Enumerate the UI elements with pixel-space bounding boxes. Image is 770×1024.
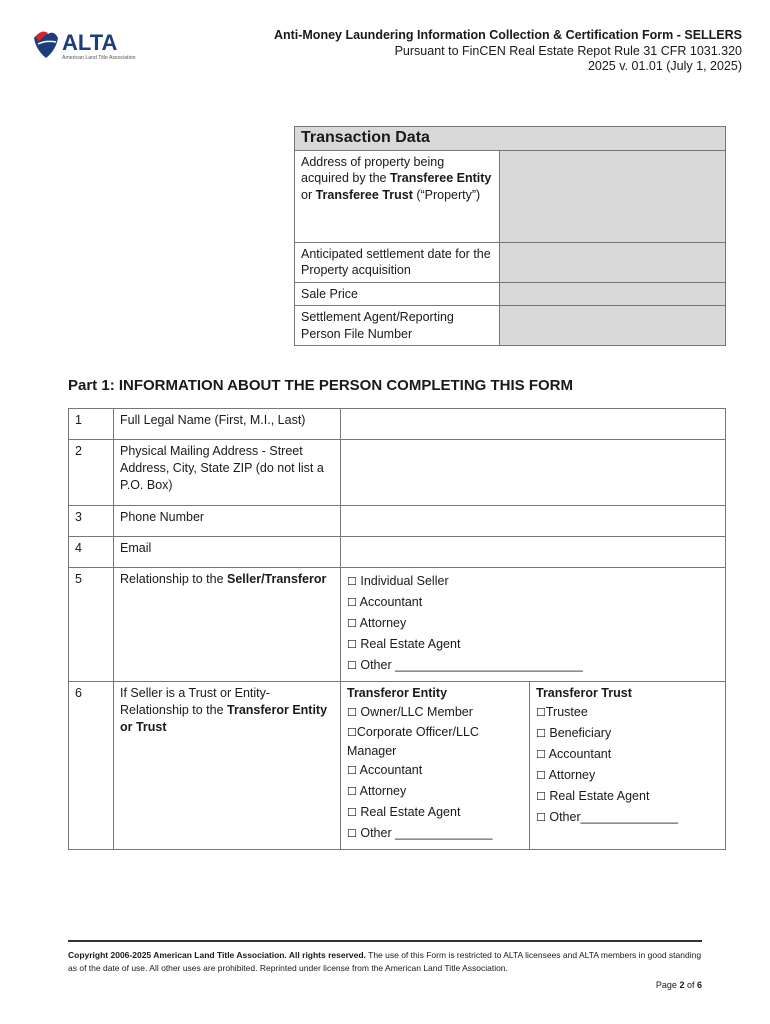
checkbox-other[interactable]: ☐ Other ___________________________ — [347, 658, 583, 672]
checkbox-corporate-officer[interactable]: ☐Corporate Officer/LLC Manager — [347, 725, 479, 758]
row-number: 3 — [69, 506, 114, 537]
phone-label: Phone Number — [114, 506, 341, 537]
transaction-heading: Transaction Data — [295, 127, 726, 151]
transferor-entity-heading: Transferor Entity — [347, 686, 448, 700]
full-name-label: Full Legal Name (First, M.I., Last) — [114, 409, 341, 440]
trust-entity-relationship-label: If Seller is a Trust or Entity- Relationship to the Transferor Entity or Trust — [114, 682, 341, 850]
checkbox-icon: ☐ — [536, 727, 546, 740]
checkbox-icon: ☐ — [536, 748, 546, 761]
row-number: 1 — [69, 409, 114, 440]
checkbox-icon: ☐ — [347, 806, 357, 819]
form-title: Anti-Money Laundering Information Collection & Certification Form - SELLERS — [273, 28, 742, 42]
part1-table — [68, 408, 726, 850]
seller-relationship-options — [341, 568, 726, 682]
checkbox-icon: ☐ — [347, 706, 357, 719]
checkbox-icon: ☐ — [536, 790, 546, 803]
phone-field[interactable] — [341, 506, 726, 537]
checkbox-icon: ☐ — [347, 659, 357, 672]
page-number: Page 2 of 6 — [655, 980, 702, 990]
checkbox-entity-accountant[interactable]: ☐ Accountant — [347, 763, 423, 777]
checkbox-attorney[interactable]: ☐ Attorney — [347, 616, 407, 630]
transferor-trust-heading: Transferor Trust — [536, 686, 632, 700]
form-header — [274, 28, 742, 75]
checkbox-entity-real-estate-agent[interactable]: ☐ Real Estate Agent — [347, 805, 461, 819]
transferor-trust-options — [530, 682, 726, 850]
full-name-field[interactable] — [341, 409, 726, 440]
checkbox-trust-accountant[interactable]: ☐ Accountant — [536, 747, 612, 761]
sale-price-field[interactable] — [500, 282, 726, 306]
settlement-date-label: Anticipated settlement date for the Property acquisition — [295, 242, 500, 282]
sale-price-label: Sale Price — [295, 282, 500, 306]
checkbox-icon: ☐ — [347, 827, 357, 840]
checkbox-accountant[interactable]: ☐ Accountant — [347, 595, 423, 609]
checkbox-beneficiary[interactable]: ☐ Beneficiary — [536, 726, 612, 740]
checkbox-icon: ☐ — [347, 575, 357, 588]
mailing-address-label: Physical Mailing Address - Street Address, City, State ZIP (do not list a P.O. Box) — [114, 440, 341, 506]
checkbox-icon: ☐ — [536, 706, 546, 719]
checkbox-owner-llc-member[interactable]: ☐ Owner/LLC Member — [347, 705, 473, 719]
checkbox-trust-other[interactable]: ☐ Other______________ — [536, 810, 678, 824]
row-number: 2 — [69, 440, 114, 506]
file-number-field[interactable] — [500, 306, 726, 346]
checkbox-entity-other[interactable]: ☐ Other ______________ — [347, 826, 493, 840]
row-number: 5 — [69, 568, 114, 682]
checkbox-icon: ☐ — [347, 785, 357, 798]
svg-text:American Land Title Associatio: American Land Title Association — [62, 55, 136, 61]
checkbox-real-estate-agent[interactable]: ☐ Real Estate Agent — [347, 637, 461, 651]
transaction-data-table — [294, 126, 726, 346]
file-number-label: Settlement Agent/Reporting Person File Number — [295, 306, 500, 346]
row-number: 6 — [69, 682, 114, 850]
transferor-entity-options — [341, 682, 530, 850]
checkbox-icon: ☐ — [347, 726, 357, 739]
form-version: 2025 v. 01.01 (July 1, 2025) — [587, 59, 742, 73]
seller-relationship-label: Relationship to the Seller/Transferor — [114, 568, 341, 682]
email-label: Email — [114, 537, 341, 568]
footer — [68, 940, 702, 992]
checkbox-icon: ☐ — [536, 811, 546, 824]
svg-text:ALTA: ALTA — [62, 30, 118, 55]
email-field[interactable] — [341, 537, 726, 568]
checkbox-entity-attorney[interactable]: ☐ Attorney — [347, 784, 407, 798]
checkbox-trust-attorney[interactable]: ☐ Attorney — [536, 768, 596, 782]
property-address-field[interactable] — [500, 150, 726, 242]
form-subtitle: Pursuant to FinCEN Real Estate Repot Rule 31 CFR 1031.320 — [394, 43, 742, 58]
checkbox-icon: ☐ — [536, 769, 546, 782]
settlement-date-field[interactable] — [500, 242, 726, 282]
checkbox-icon: ☐ — [347, 764, 357, 777]
checkbox-icon: ☐ — [347, 638, 357, 651]
part1-heading: Part 1: INFORMATION ABOUT THE PERSON COMPLETING THIS FORM — [68, 377, 574, 394]
checkbox-individual-seller[interactable]: ☐ Individual Seller — [347, 574, 449, 588]
footer-notice: Copyright 2006-2025 American Land Title Association. All rights reserved. The use of this Form is restricted to ALTA licensees and ALTA members in good standing as of the date of use. All other uses are prohibited. Reprinted under license from the American Land Title Association. — [68, 950, 702, 973]
copyright: Copyright 2006-2025 American Land Title Association. All rights reserved. — [68, 950, 366, 960]
checkbox-icon: ☐ — [347, 596, 357, 609]
checkbox-trust-real-estate-agent[interactable]: ☐ Real Estate Agent — [536, 789, 650, 803]
mailing-address-field[interactable] — [341, 440, 726, 506]
checkbox-icon: ☐ — [347, 617, 357, 630]
alta-logo — [30, 26, 140, 66]
property-address-label: Address of property being acquired by the Transferee Entity or Transferee Trust (“Property”) — [295, 150, 500, 242]
row-number: 4 — [69, 537, 114, 568]
checkbox-trustee[interactable]: ☐Trustee — [536, 705, 588, 719]
